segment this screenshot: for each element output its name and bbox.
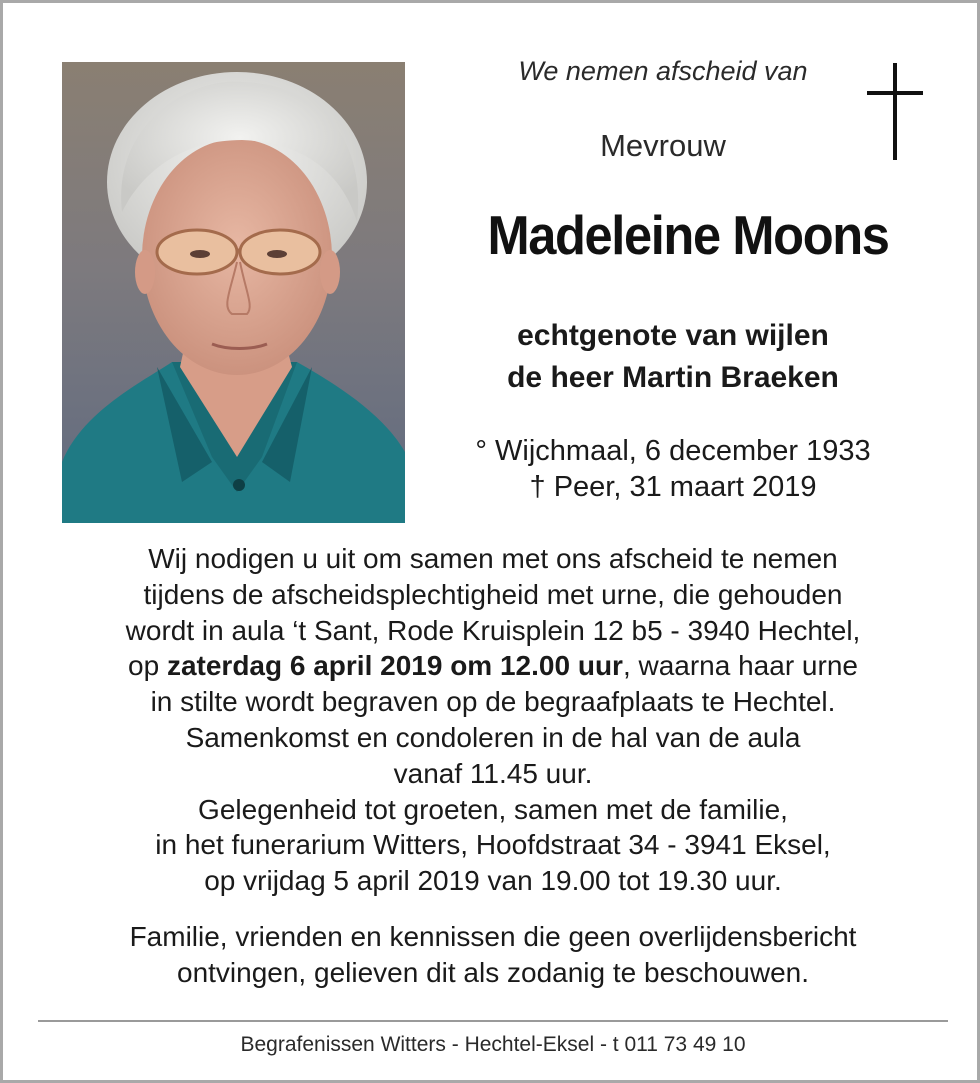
birth-place-date: Wijchmaal, 6 december 1933 <box>495 435 871 467</box>
body-line: wordt in aula ‘t Sant, Rode Kruisplein 12 b5 - 3940 Hechtel, <box>125 614 861 646</box>
body-line: Wij nodigen u uit om samen met ons afscheid te nemen <box>148 543 838 574</box>
death-place-date: Peer, 31 maart 2019 <box>553 471 817 503</box>
ceremony-date: zaterdag 6 april 2019 om 12.00 uur <box>166 650 623 682</box>
note-line: ontvingen, gelieven dit als zodanig te beschouwen. <box>177 957 809 988</box>
spouse-block <box>433 315 913 399</box>
body-line: Samenkomst en condoleren in de hal van de aula <box>185 721 801 753</box>
body-line: vanaf 11.45 uur. <box>393 757 593 789</box>
body-line: op vrijdag 5 april 2019 van 19.00 tot 19.30 uur. <box>204 865 782 897</box>
spouse-line-1: echtgenote van wijlen <box>517 319 829 352</box>
deceased-name: Madeleine Moons <box>487 204 889 266</box>
death-line <box>443 469 903 505</box>
portrait-photo <box>62 62 405 523</box>
birth-line <box>443 433 903 469</box>
notice-disclaimer <box>43 919 943 991</box>
body-line: tijdens de afscheidsplechtigheid met urne, die gehouden <box>143 578 843 610</box>
funeral-home-footer: Begrafenissen Witters - Hechtel-Eksel - t 011 73 49 10 <box>240 1033 746 1056</box>
body-line: Gelegenheid tot groeten, samen met de familie, <box>198 793 788 825</box>
body-line <box>43 648 943 684</box>
death-symbol: † <box>529 471 546 503</box>
body-line-prefix: op <box>128 650 167 682</box>
cross-icon <box>865 63 927 163</box>
salutation: Mevrouw <box>600 128 726 163</box>
body-line: in stilte wordt begraven op de begraafplaats te Hechtel. <box>150 686 836 718</box>
ceremony-text <box>43 541 943 899</box>
birth-symbol: ° <box>475 435 487 467</box>
divider <box>38 1020 948 1022</box>
body-line-suffix: , waarna haar urne <box>622 650 858 682</box>
intro-line: We nemen afscheid van <box>518 56 808 86</box>
life-dates <box>443 433 903 505</box>
body-line: in het funerarium Witters, Hoofdstraat 34 - 3941 Eksel, <box>155 829 831 861</box>
note-line: Familie, vrienden en kennissen die geen overlijdensbericht <box>129 921 857 952</box>
spouse-line-2: de heer Martin Braeken <box>507 361 839 394</box>
